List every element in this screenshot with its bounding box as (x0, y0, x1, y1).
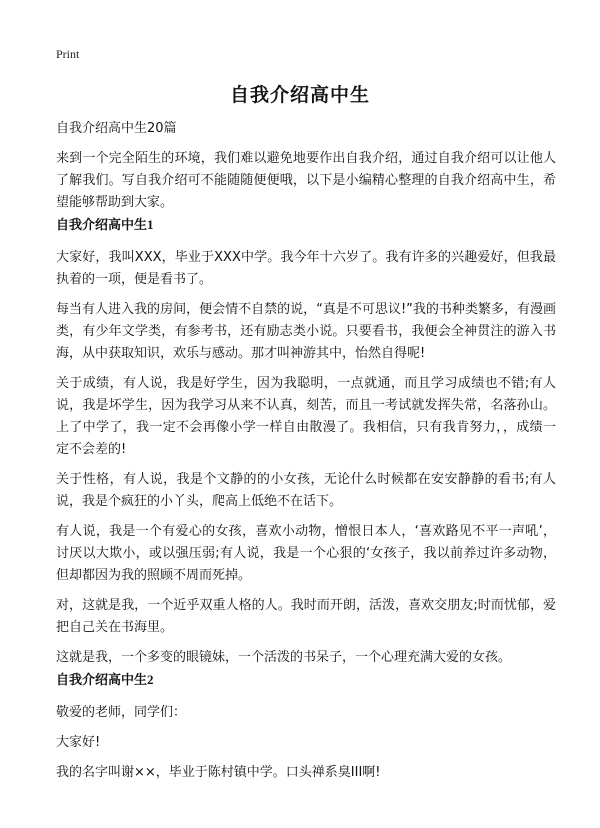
print-label[interactable]: Print (56, 47, 80, 61)
intro-paragraph: 来到一个完全陌生的环境，我们难以避免地要作出自我介绍，通过自我介绍可以让他人了解我们。写自我介绍可不能随随便便哦，以下是小编精心整理的自我介绍高中生，希望能够帮助到大家。 (56, 151, 556, 210)
section-1-paragraph-2: 每当有人进入我的房间，便会情不自禁的说，“真是不可思议!”我的书种类繁多，有漫画类，有少年文学类，有参考书，还有励志类小说。只要看书，我便会全神贯注的游入书海，从中获取知识，欢乐与感动。那才叫神游其中，怡然自得呢! (56, 302, 556, 361)
intro-subtitle: 自我介绍高中生20篇 (56, 121, 177, 136)
section-2-paragraph-1: 敬爱的老师，同学们： (56, 705, 187, 720)
section-1-heading-text: 自我介绍高中生 (56, 218, 148, 233)
section-2-heading (56, 669, 556, 692)
section-2-paragraph-2: 大家好! (56, 735, 101, 750)
section-1-paragraph-5: 有人说，我是一个有爱心的女孩，喜欢小动物，憎恨日本人，‘喜欢路见不平一声吼’，讨厌以大欺小，或以强压弱;有人说，我是一个心狠的‘女孩子，我以前养过许多动物，但却都因为我的照顾不周而死掉。 (56, 524, 556, 583)
document-body (56, 118, 556, 784)
section-1-paragraph-3: 关于成绩，有人说，我是好学生，因为我聪明，一点就通，而且学习成绩也不错;有人说，我是坏学生，因为我学习从来不认真，刻苦，而且一考试就发挥失常，名落孙山。上了中学了，我一定不会再像小学一样自由散漫了。我相信，只有我肯努力，，成绩一定不会差的! (56, 376, 556, 457)
section-1-paragraph-6: 对，这就是我，一个近乎双重人格的人。我时而开朗，活泼，喜欢交朋友;时而忧郁，爱把自己关在书海里。 (56, 598, 556, 635)
section-2-heading-number: 2 (147, 672, 154, 687)
section-1-heading-number: 1 (147, 217, 154, 232)
section-1-paragraph-1: 大家好，我叫XXX，毕业于XXX中学。我今年十六岁了。我有许多的兴趣爱好，但我最执着的一项，便是看书了。 (56, 250, 556, 287)
section-1-paragraph-4: 关于性格，有人说，我是个文静的的小女孩，无论什么时候都在安安静静的看书;有人说，我是个疯狂的小丫头，爬高上低绝不在话下。 (56, 472, 556, 509)
section-2-paragraph-3: 我的名字叫谢××，毕业于陈村镇中学。口头禅系臭III啊! (56, 765, 381, 780)
section-2-heading-text: 自我介绍高中生 (56, 673, 148, 688)
document-title: 自我介绍高中生 (229, 84, 370, 106)
section-1-paragraph-7: 这就是我，一个多变的眼镜妹，一个活泼的书呆子，一个心理充满大爱的女孩。 (56, 650, 512, 665)
section-1-heading (56, 214, 556, 237)
